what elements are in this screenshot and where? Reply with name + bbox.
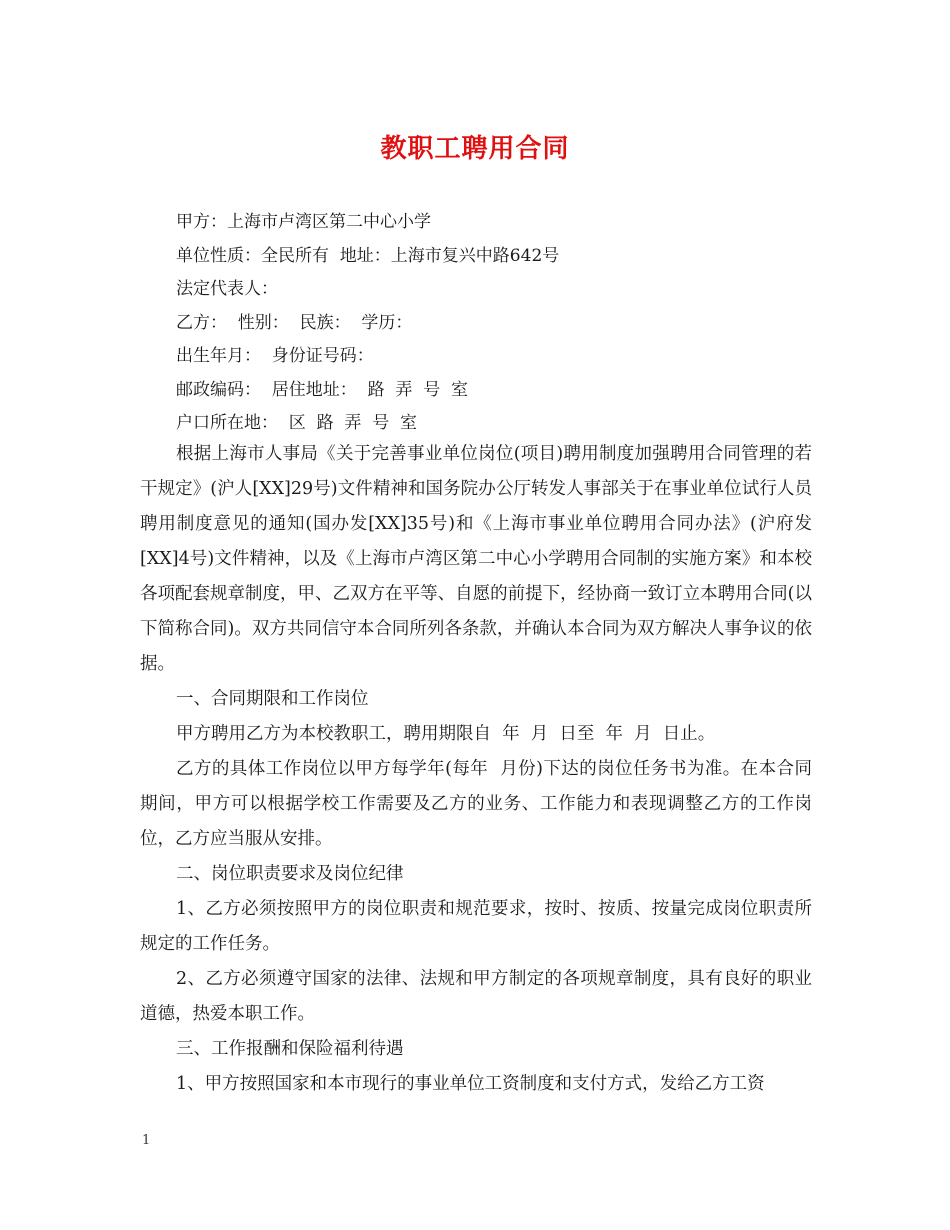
birth-id-line: 出生年月： 身份证号码： (176, 346, 374, 366)
party-a-line: 甲方：上海市卢湾区第二中心小学 (176, 212, 431, 232)
party-b-line: 乙方： 性别： 民族： 学历： (176, 312, 413, 333)
party-info-block (176, 206, 826, 441)
term-paragraph: 甲方聘用乙方为本校教职工，聘用期限自 年 月 日至 年 月 日止。 (176, 724, 716, 744)
unit-nature-address-line: 单位性质：全民所有 地址：上海市复兴中路642号 (176, 245, 560, 266)
page-number: 1 (142, 1133, 151, 1148)
document-title: 教职工聘用合同 (380, 134, 570, 164)
section-heading-term-and-position: 一、合同期限和工作岗位 (176, 689, 369, 709)
household-registration-line: 户口所在地： 区 路 弄 号 室 (176, 413, 418, 433)
legal-representative-line: 法定代表人： (176, 279, 278, 299)
duty-clause-1: 1、乙方必须按照甲方的岗位职责和规范要求，按时、按质、按量完成岗位职责所规定的工作任务。 (140, 899, 812, 954)
pay-clause-1: 1、甲方按照国家和本市现行的事业单位工资制度和支付方式，发给乙方工资 (176, 1074, 765, 1094)
contract-body (140, 437, 812, 1102)
preamble-paragraph: 根据上海市人事局《关于完善事业单位岗位(项目)聘用制度加强聘用合同管理的若干规定》(沪人[XX]29号)文件精神和国务院办公厅转发人事部关于在事业单位试行人员聘用制度意见的通知(国办发[XX]35号)和《上海市事业单位聘用合同办法》(沪府发[XX]4号)文件精神，以及《上海市卢湾区第二中心小学聘用合同制的实施方案》和本校各项配套规章制度，甲、乙双方在平等、自愿的前提下，经协商一致订立本聘用合同(以下简称合同)。双方共同信守本合同所列各条款，并确认本合同为双方解决人事争议的依据。 (140, 444, 812, 674)
section-heading-duties-discipline: 二、岗位职责要求及岗位纪律 (176, 864, 404, 884)
duty-clause-2: 2、乙方必须遵守国家的法律、法规和甲方制定的各项规章制度，具有良好的职业道德，热爱本职工作。 (140, 969, 812, 1024)
position-paragraph: 乙方的具体工作岗位以甲方每学年(每年 月份)下达的岗位任务书为准。在本合同期间，甲方可以根据学校工作需要及乙方的业务、工作能力和表现调整乙方的工作岗位，乙方应当服从安排。 (140, 759, 812, 849)
postcode-address-line: 邮政编码： 居住地址： 路 弄 号 室 (176, 379, 469, 400)
section-heading-pay-benefits: 三、工作报酬和保险福利待遇 (176, 1039, 404, 1059)
